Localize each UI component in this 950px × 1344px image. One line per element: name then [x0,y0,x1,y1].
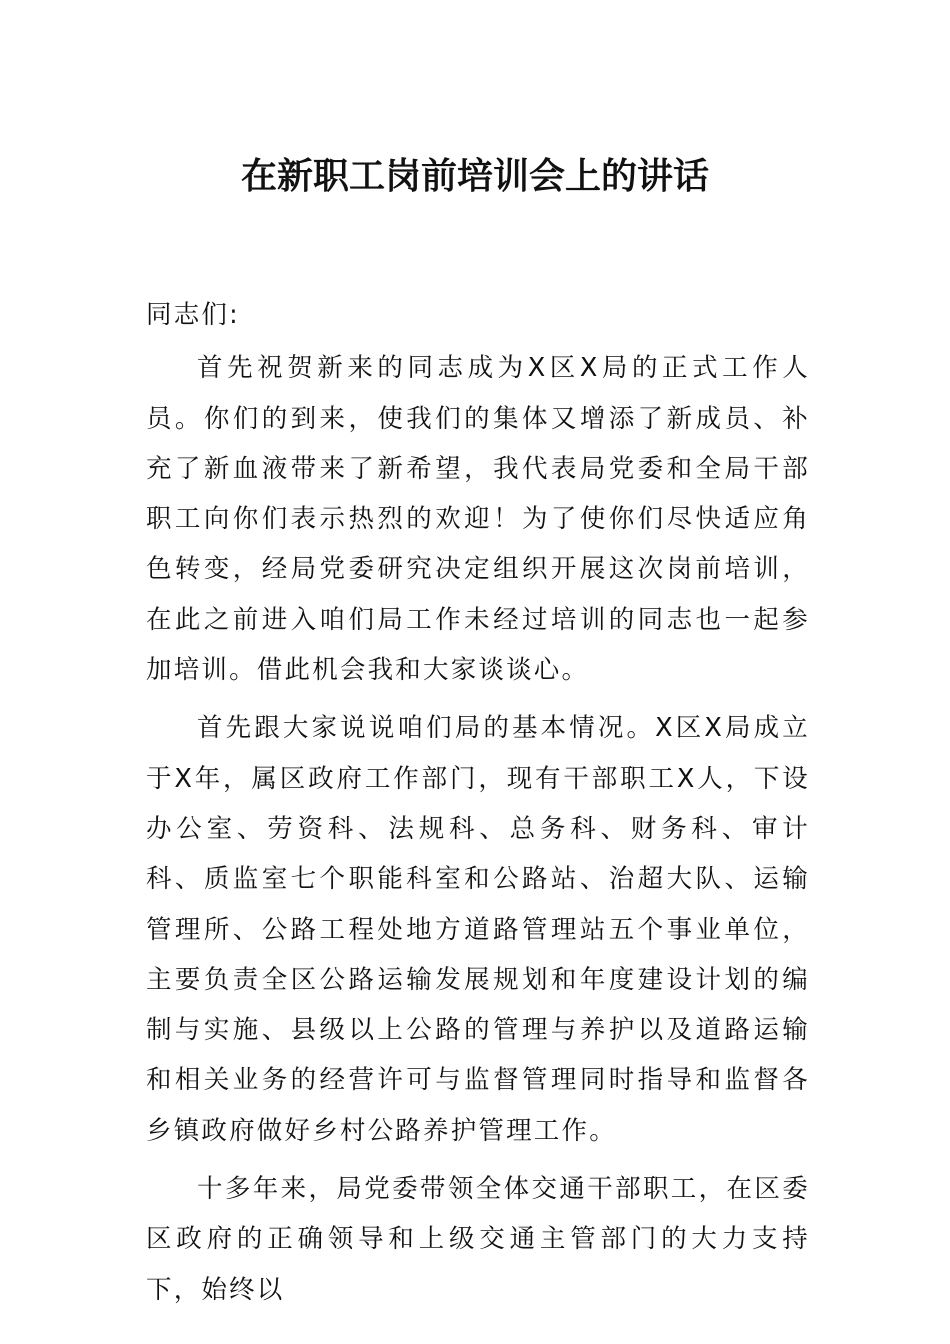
paragraph-welcome: 首先祝贺新来的同志成为X区X局的正式工作人员。你们的到来，使我们的集体又增添了新成员、补充了新血液带来了新希望，我代表局党委和全局干部职工向你们表示热烈的欢迎！为了使你们尽快适应角色转变，经局党委研究决定组织开展这次岗前培训，在此之前进入咱们局工作未经过培训的同志也一起参加培训。借此机会我和大家谈谈心。 [146,353,810,686]
salutation: 同志们: [146,300,240,330]
document-body [146,290,810,1323]
paragraph-bureau-overview: 首先跟大家说说咱们局的基本情况。X区X局成立于X年，属区政府工作部门，现有干部职工X人，下设办公室、劳资科、法规科、总务科、财务科、审计科、质监室七个职能科室和公路站、治超大队、运输管理所、公路工程处地方道路管理站五个事业单位，主要负责全区公路运输发展规划和年度建设计划的编制与实施、县级以上公路的管理与养护以及道路运输和相关业务的经营许可与监督管理同时指导和监督各乡镇政府做好乡村公路养护管理工作。 [146,713,810,1146]
paragraph-achievements: 十多年来，局党委带领全体交通干部职工，在区委区政府的正确领导和上级交通主管部门的大力支持下，始终以 [146,1174,810,1305]
document-title: 在新职工岗前培训会上的讲话 [240,155,709,197]
